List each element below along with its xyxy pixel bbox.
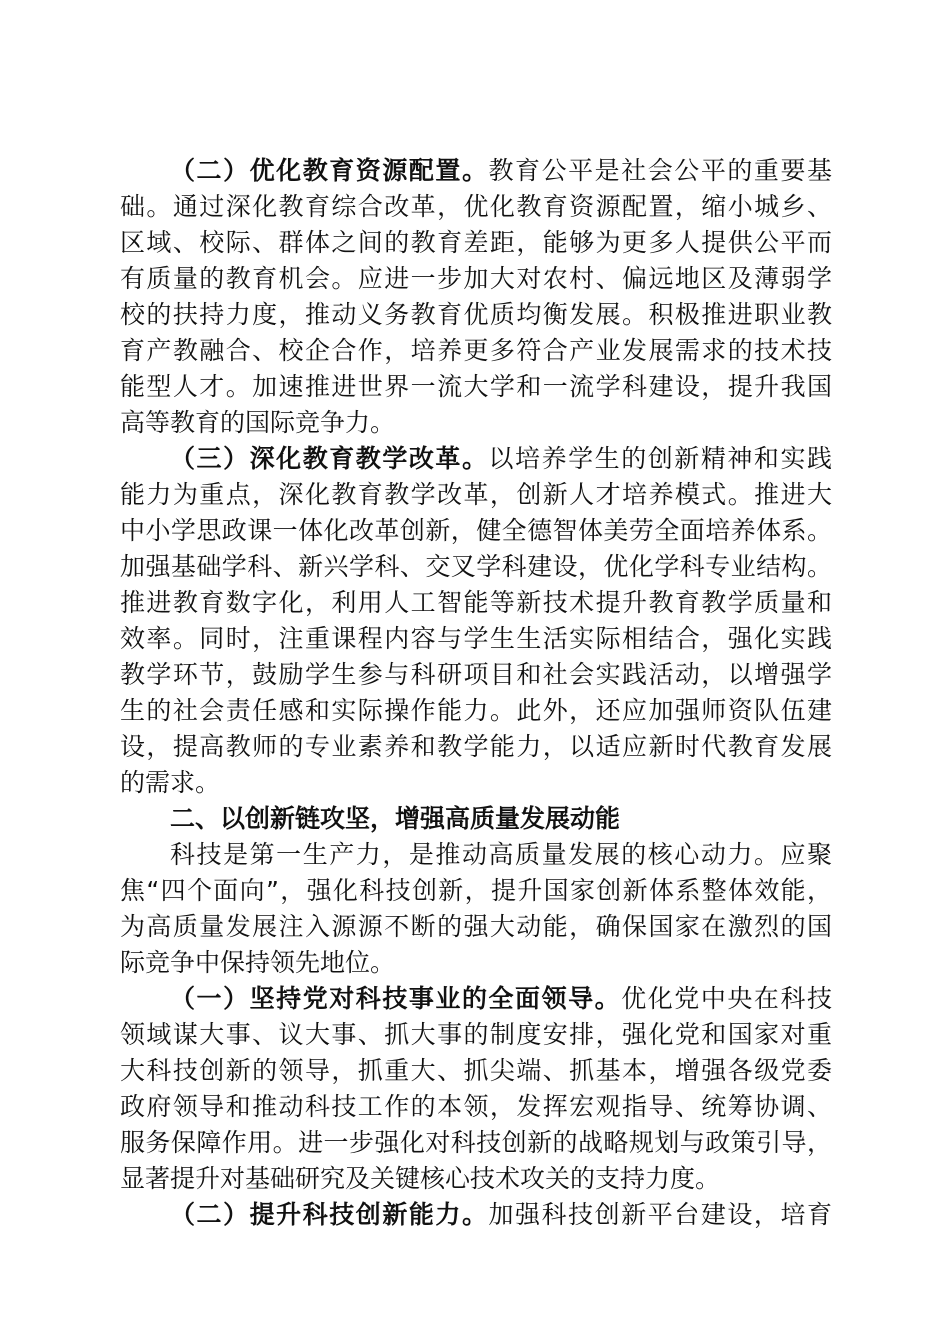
para5-text: 加强科技创新平台建设，培育 bbox=[488, 1200, 832, 1229]
para1-line-2: 础。通过深化教育综合改革，优化教育资源配置，缩小城乡、 bbox=[120, 192, 832, 221]
para2-line-3: 中小学思政课一体化改革创新，健全德智体美劳全面培养体系。 bbox=[120, 516, 832, 545]
para4-lead: （一）坚持党对科技事业的全面领导。 bbox=[170, 984, 622, 1013]
para2-line-6: 效率。同时，注重课程内容与学生生活实际相结合，强化实践 bbox=[120, 624, 832, 653]
para3-line-4: 际竞争中保持领先地位。 bbox=[120, 948, 396, 977]
para1-text: 教育公平是社会公平的重要基 bbox=[488, 156, 832, 185]
para4-line-6: 显著提升对基础研究及关键核心技术攻关的支持力度。 bbox=[120, 1164, 721, 1193]
para2-text: 以培养学生的创新精神和实践 bbox=[488, 444, 832, 473]
para3-line-2: 焦“四个面向”，强化科技创新，提升国家创新体系整体效能， bbox=[120, 876, 832, 905]
para1-line-6: 育产教融合、校企合作，培养更多符合产业发展需求的技术技 bbox=[120, 336, 832, 365]
para4-line-2: 领域谋大事、议大事、抓大事的制度安排，强化党和国家对重 bbox=[120, 1020, 832, 1049]
para1-line-7: 能型人才。加速推进世界一流大学和一流学科建设，提升我国 bbox=[120, 372, 832, 401]
para4-line-5: 服务保障作用。进一步强化对科技创新的战略规划与政策引导， bbox=[120, 1128, 832, 1157]
para2-lead: （三）深化教育教学改革。 bbox=[170, 444, 489, 473]
para5-lead: （二）提升科技创新能力。 bbox=[170, 1200, 489, 1229]
para2-line-2: 能力为重点，深化教育教学改革，创新人才培养模式。推进大 bbox=[120, 480, 832, 509]
para2-line-4: 加强基础学科、新兴学科、交叉学科建设，优化学科专业结构。 bbox=[120, 552, 832, 581]
para1-line-8: 高等教育的国际竞争力。 bbox=[120, 408, 396, 437]
para2-line-9: 设，提高教师的专业素养和教学能力，以适应新时代教育发展 bbox=[120, 732, 832, 761]
para4-line-3: 大科技创新的领导，抓重大、抓尖端、抓基本，增强各级党委 bbox=[120, 1056, 832, 1085]
para2-line-5: 推进教育数字化，利用人工智能等新技术提升教育教学质量和 bbox=[120, 588, 832, 617]
para2-line-1 bbox=[170, 441, 832, 477]
para3-line-1: 科技是第一生产力，是推动高质量发展的核心动力。应聚 bbox=[170, 840, 832, 869]
para1-line-5: 校的扶持力度，推动义务教育优质均衡发展。积极推进职业教 bbox=[120, 300, 832, 329]
para1-lead: （二）优化教育资源配置。 bbox=[170, 156, 489, 185]
section-heading: 二、以创新链攻坚，增强高质量发展动能 bbox=[170, 804, 621, 833]
para2-line-10: 的需求。 bbox=[120, 768, 221, 797]
para1-line-1 bbox=[170, 153, 832, 189]
para1-line-4: 有质量的教育机会。应进一步加大对农村、偏远地区及薄弱学 bbox=[120, 264, 832, 293]
para4-line-1 bbox=[170, 981, 832, 1017]
para2-line-7: 教学环节，鼓励学生参与科研项目和社会实践活动，以增强学 bbox=[120, 660, 832, 689]
para2-line-8: 生的社会责任感和实际操作能力。此外，还应加强师资队伍建 bbox=[120, 696, 832, 725]
para4-line-4: 政府领导和推动科技工作的本领，发挥宏观指导、统筹协调、 bbox=[120, 1092, 832, 1121]
para5-line-1 bbox=[170, 1197, 832, 1233]
para4-text: 优化党中央在科技 bbox=[621, 984, 832, 1013]
para1-line-3: 区域、校际、群体之间的教育差距，能够为更多人提供公平而 bbox=[120, 228, 832, 257]
para3-line-3: 为高质量发展注入源源不断的强大动能，确保国家在激烈的国 bbox=[120, 912, 832, 941]
